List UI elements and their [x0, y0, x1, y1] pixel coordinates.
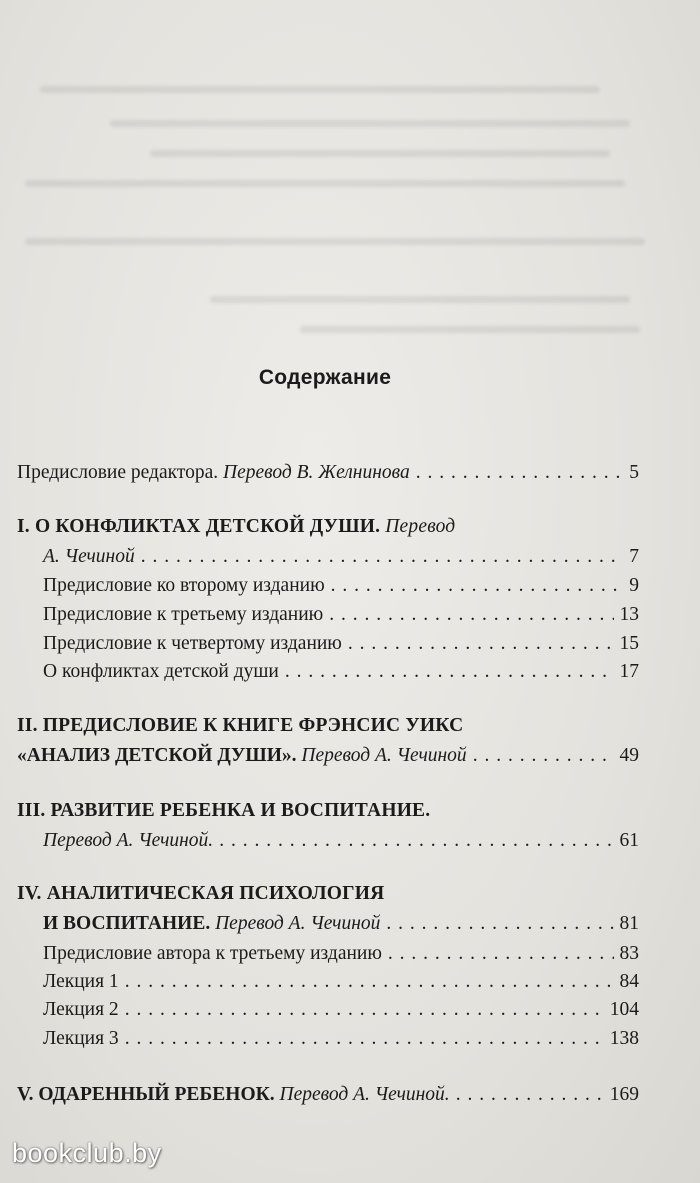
toc-section-3 — [43, 829, 639, 853]
page-number: 5 — [629, 462, 639, 483]
bleed-through-text — [0, 0, 700, 360]
entry-translator: А. Чечиной — [43, 546, 135, 567]
watermark: bookclub.by — [12, 1138, 162, 1168]
page-number: 138 — [609, 1028, 639, 1049]
entry-title: О конфликтах детской души — [43, 661, 279, 682]
page-number: 17 — [619, 661, 639, 682]
page-number: 61 — [619, 830, 639, 851]
page-number: 49 — [619, 745, 639, 766]
page-number: 83 — [619, 943, 639, 964]
page-number: 84 — [619, 971, 639, 992]
toc-entry-lecture-3 — [43, 1027, 639, 1051]
toc-section-3-heading: III. РАЗВИТИЕ РЕБЕНКА И ВОСПИТАНИЕ. — [17, 800, 431, 821]
dot-leader — [329, 603, 613, 627]
toc-entry-lecture-1 — [43, 970, 639, 994]
toc-section-5 — [17, 1083, 639, 1107]
entry-title: Предисловие автора к третьему изданию — [43, 943, 382, 964]
toc-section-2 — [17, 744, 639, 768]
entry-title: Предисловие редактора. Перевод В. Желнинова — [17, 462, 410, 483]
dot-leader — [388, 942, 614, 966]
dot-leader — [348, 632, 614, 656]
toc-entry-third-edition — [43, 603, 639, 627]
toc-entry-editor-preface — [17, 461, 639, 485]
dot-leader — [125, 970, 614, 994]
toc-entry-lecture-2 — [43, 998, 639, 1022]
toc-entry-fourth-edition — [43, 632, 639, 656]
page-number: 104 — [609, 999, 639, 1020]
page-number: 9 — [629, 575, 639, 596]
entry-title: Предисловие ко второму изданию — [43, 575, 325, 596]
page-number: 7 — [629, 546, 639, 567]
page-number: 169 — [609, 1084, 639, 1105]
entry-title: Предисловие к четвертому изданию — [43, 633, 342, 654]
dot-leader — [331, 574, 624, 598]
page-number: 13 — [619, 604, 639, 625]
toc-section-1-heading: I. О КОНФЛИКТАХ ДЕТСКОЙ ДУШИ. Перевод — [17, 516, 456, 537]
page-number: 81 — [619, 913, 639, 934]
dot-leader — [416, 461, 624, 485]
toc-entry-author-preface — [43, 942, 639, 966]
page-number: 15 — [619, 633, 639, 654]
dot-leader — [141, 545, 624, 569]
dot-leader — [386, 912, 613, 936]
entry-title: Лекция 3 — [43, 1028, 119, 1049]
entry-title: V. ОДАРЕННЫЙ РЕБЕНОК. Перевод А. Чечиной. — [17, 1084, 450, 1105]
page-title: Содержание — [258, 366, 392, 389]
toc-entry-second-edition — [43, 574, 639, 598]
entry-title: И ВОСПИТАНИЕ. Перевод А. Чечиной — [43, 913, 381, 934]
toc-section-2-heading: II. ПРЕДИСЛОВИЕ К КНИГЕ ФРЭНСИС УИКС — [17, 715, 464, 736]
dot-leader — [285, 660, 614, 684]
entry-title: Лекция 1 — [43, 971, 119, 992]
entry-title: Предисловие к третьему изданию — [43, 604, 324, 625]
toc-entry-conflicts — [43, 660, 639, 684]
dot-leader — [219, 829, 613, 853]
toc-section-1 — [43, 545, 639, 569]
entry-translator: Перевод А. Чечиной. — [43, 830, 214, 851]
dot-leader — [125, 998, 604, 1022]
entry-title: Лекция 2 — [43, 999, 119, 1020]
dot-leader — [473, 744, 614, 768]
toc-section-4-heading: IV. АНАЛИТИЧЕСКАЯ ПСИХОЛОГИЯ — [17, 883, 385, 904]
dot-leader — [456, 1083, 604, 1107]
entry-title: «АНАЛИЗ ДЕТСКОЙ ДУШИ». Перевод А. Чечиной — [17, 745, 467, 766]
dot-leader — [125, 1027, 604, 1051]
toc-section-4 — [43, 912, 639, 936]
